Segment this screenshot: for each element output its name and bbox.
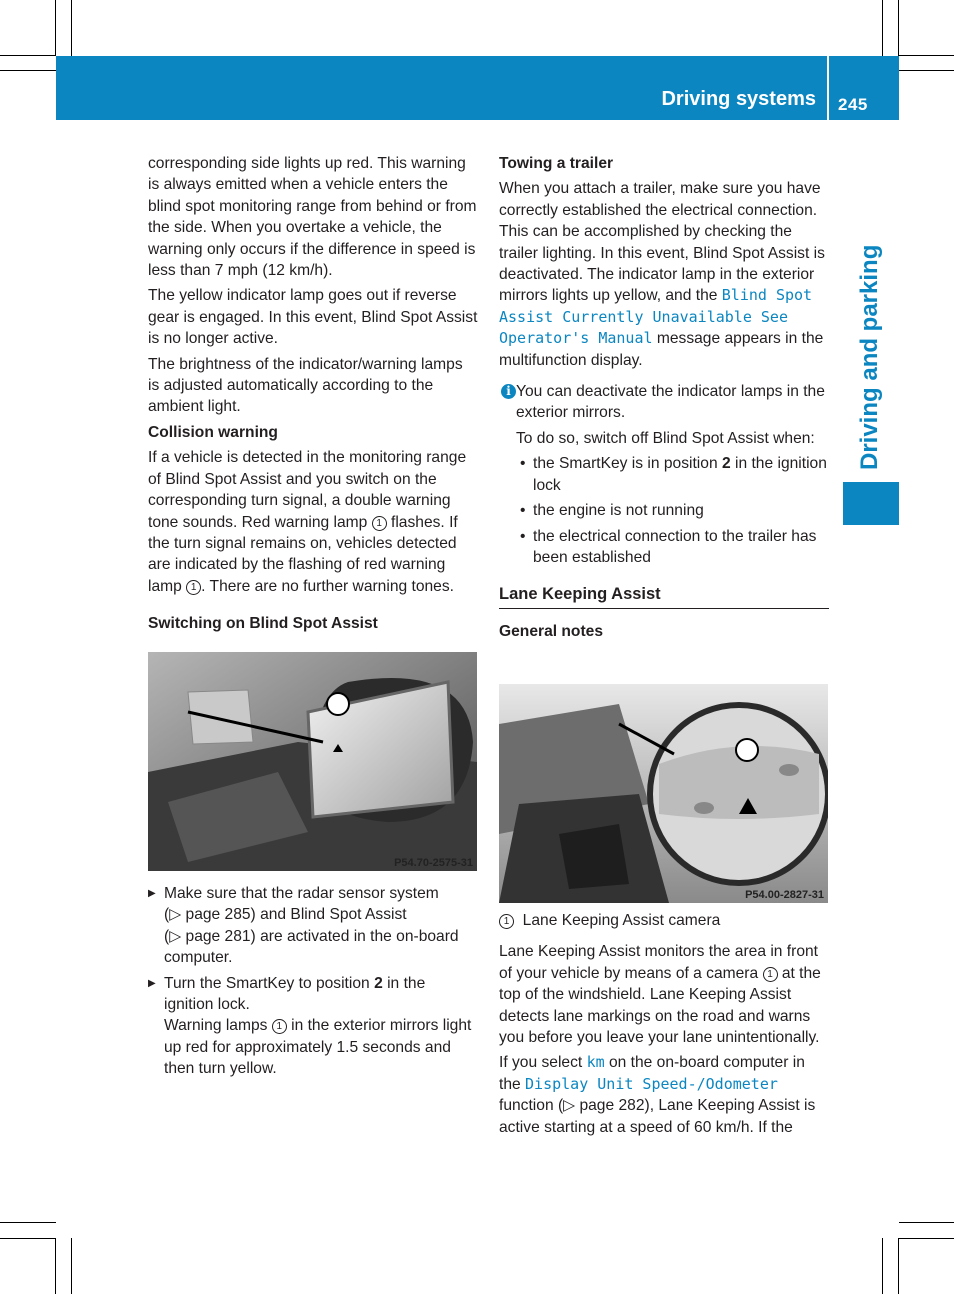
- section-title: Driving systems: [661, 88, 816, 110]
- info-icon: i: [501, 384, 516, 399]
- camera-drawing: [499, 684, 828, 903]
- crop-mark: [0, 70, 56, 71]
- figure-code: P54.70-2575-31: [394, 857, 473, 869]
- camera-illustration: [499, 684, 828, 903]
- menu-function: Display Unit Speed-/Odometer: [525, 1074, 778, 1093]
- crop-mark: [899, 1238, 954, 1239]
- right-column-lower: [499, 910, 829, 1142]
- crop-mark: [0, 1238, 56, 1239]
- list-item: • the SmartKey is in position 2 in the ignition lock: [516, 453, 829, 496]
- marker-1-icon: 1: [372, 516, 387, 531]
- heading-general-notes: General notes: [499, 622, 603, 640]
- heading-switching-on: Switching on Blind Spot Assist: [148, 615, 378, 633]
- paragraph-collision: If a vehicle is detected in the monitoring range of Blind Spot Assist and you switch on the corresponding turn signal, a double warning tone sounds. Red warning lamp 1 flashes. If the turn signal remains on, vehicles detected are indicated by the flashing of red warning lamp 1 . There are no further warning tones.: [148, 449, 467, 595]
- instruction-step: ▶ Turn the SmartKey to position 2 in the ignition lock. Warning lamps 1 in the exterior mirrors light up red for approximately 1.5 seconds and then turn yellow.: [148, 973, 478, 1080]
- instruction-step: ▶ Make sure that the radar sensor system (▷ page 285) and Blind Spot Assist (▷ page 281) are activated in the on-board computer.: [148, 883, 478, 969]
- display-message: Blind Spot Assist Currently Unavailable See Operator's Manual: [499, 286, 813, 348]
- heading-towing: Towing a trailer: [499, 155, 614, 172]
- marker-1-icon: 1: [763, 967, 778, 982]
- crop-mark: [899, 55, 954, 56]
- paragraph: The brightness of the indicator/warning lamps is adjusted automatically according to the ambient light.: [148, 355, 463, 416]
- list-item: • the electrical connection to the trailer has been established: [516, 526, 829, 569]
- crop-mark: [55, 0, 56, 56]
- crop-mark: [882, 0, 883, 56]
- paragraph: corresponding side lights up red. This warning is always emitted when a vehicle enters the blind spot monitoring range from behind or from the side. When you overtake a vehicle, the warning only occurs if the difference in speed is less than 7 mph (12 km/h).: [148, 155, 477, 280]
- paragraph: When you attach a trailer, make sure you have correctly established the electrical connection. This can be accomplished by checking the trailer lighting. In this event, Blind Spot Assist is deactivated. The indicator lamp in the exterior mirrors lights up yellow, and the Blind Spot Assist Currently Unavailable See Operator's Manual message appears in the multifunction display.: [499, 180, 825, 369]
- marker-1-icon: 1: [186, 580, 201, 595]
- crop-mark: [899, 70, 954, 71]
- marker-1-icon: 1: [272, 1019, 287, 1034]
- list-item: • the engine is not running: [516, 500, 829, 521]
- mirror-drawing: [148, 652, 477, 871]
- figure-caption: 1 Lane Keeping Assist camera: [499, 910, 829, 931]
- heading-collision-warning: Collision warning: [148, 423, 278, 441]
- chapter-tab: [843, 482, 899, 525]
- paragraph: If you select km on the on-board computer in the Display Unit Speed-/Odometer function (▷ page 282), Lane Keeping Assist is active starting at a speed of 60 km/h. If the: [499, 1053, 816, 1136]
- crop-mark: [898, 1238, 899, 1294]
- crop-mark: [899, 1222, 954, 1223]
- marker-1-icon: 1: [499, 914, 514, 929]
- paragraph: The yellow indicator lamp goes out if reverse gear is engaged. In this event, Blind Spot Assist is no longer active.: [148, 287, 478, 348]
- mirror-illustration: [148, 652, 477, 871]
- left-column: [148, 153, 478, 639]
- crop-mark: [71, 1238, 72, 1294]
- crop-mark: [71, 0, 72, 56]
- page-number: 245: [838, 95, 868, 114]
- crop-mark: [0, 1222, 56, 1223]
- chapter-tab-label: Driving and parking: [856, 244, 883, 470]
- crop-mark: [0, 55, 56, 56]
- display-unit: km: [586, 1053, 605, 1072]
- figure-code: P54.00-2827-31: [745, 889, 824, 901]
- paragraph: Lane Keeping Assist monitors the area in front of your vehicle by means of a camera 1 at the top of the windshield. Lane Keeping Assist detects lane markings on the road and warns you before you leave your lane unintentionally.: [499, 943, 821, 1047]
- right-column: [499, 153, 829, 646]
- crop-mark: [898, 0, 899, 56]
- crop-mark: [882, 1238, 883, 1294]
- info-note: i You can deactivate the indicator lamps in the exterior mirrors. To do so, switch off Blind Spot Assist when: • the SmartKey is in position 2 in the ignition lock • the engine is not running • the electrical connection to the trailer has been established: [499, 381, 829, 568]
- left-column-steps: [148, 883, 478, 1084]
- header-divider: [827, 56, 829, 120]
- crop-mark: [55, 1238, 56, 1294]
- heading-lane-keeping: Lane Keeping Assist: [499, 584, 829, 608]
